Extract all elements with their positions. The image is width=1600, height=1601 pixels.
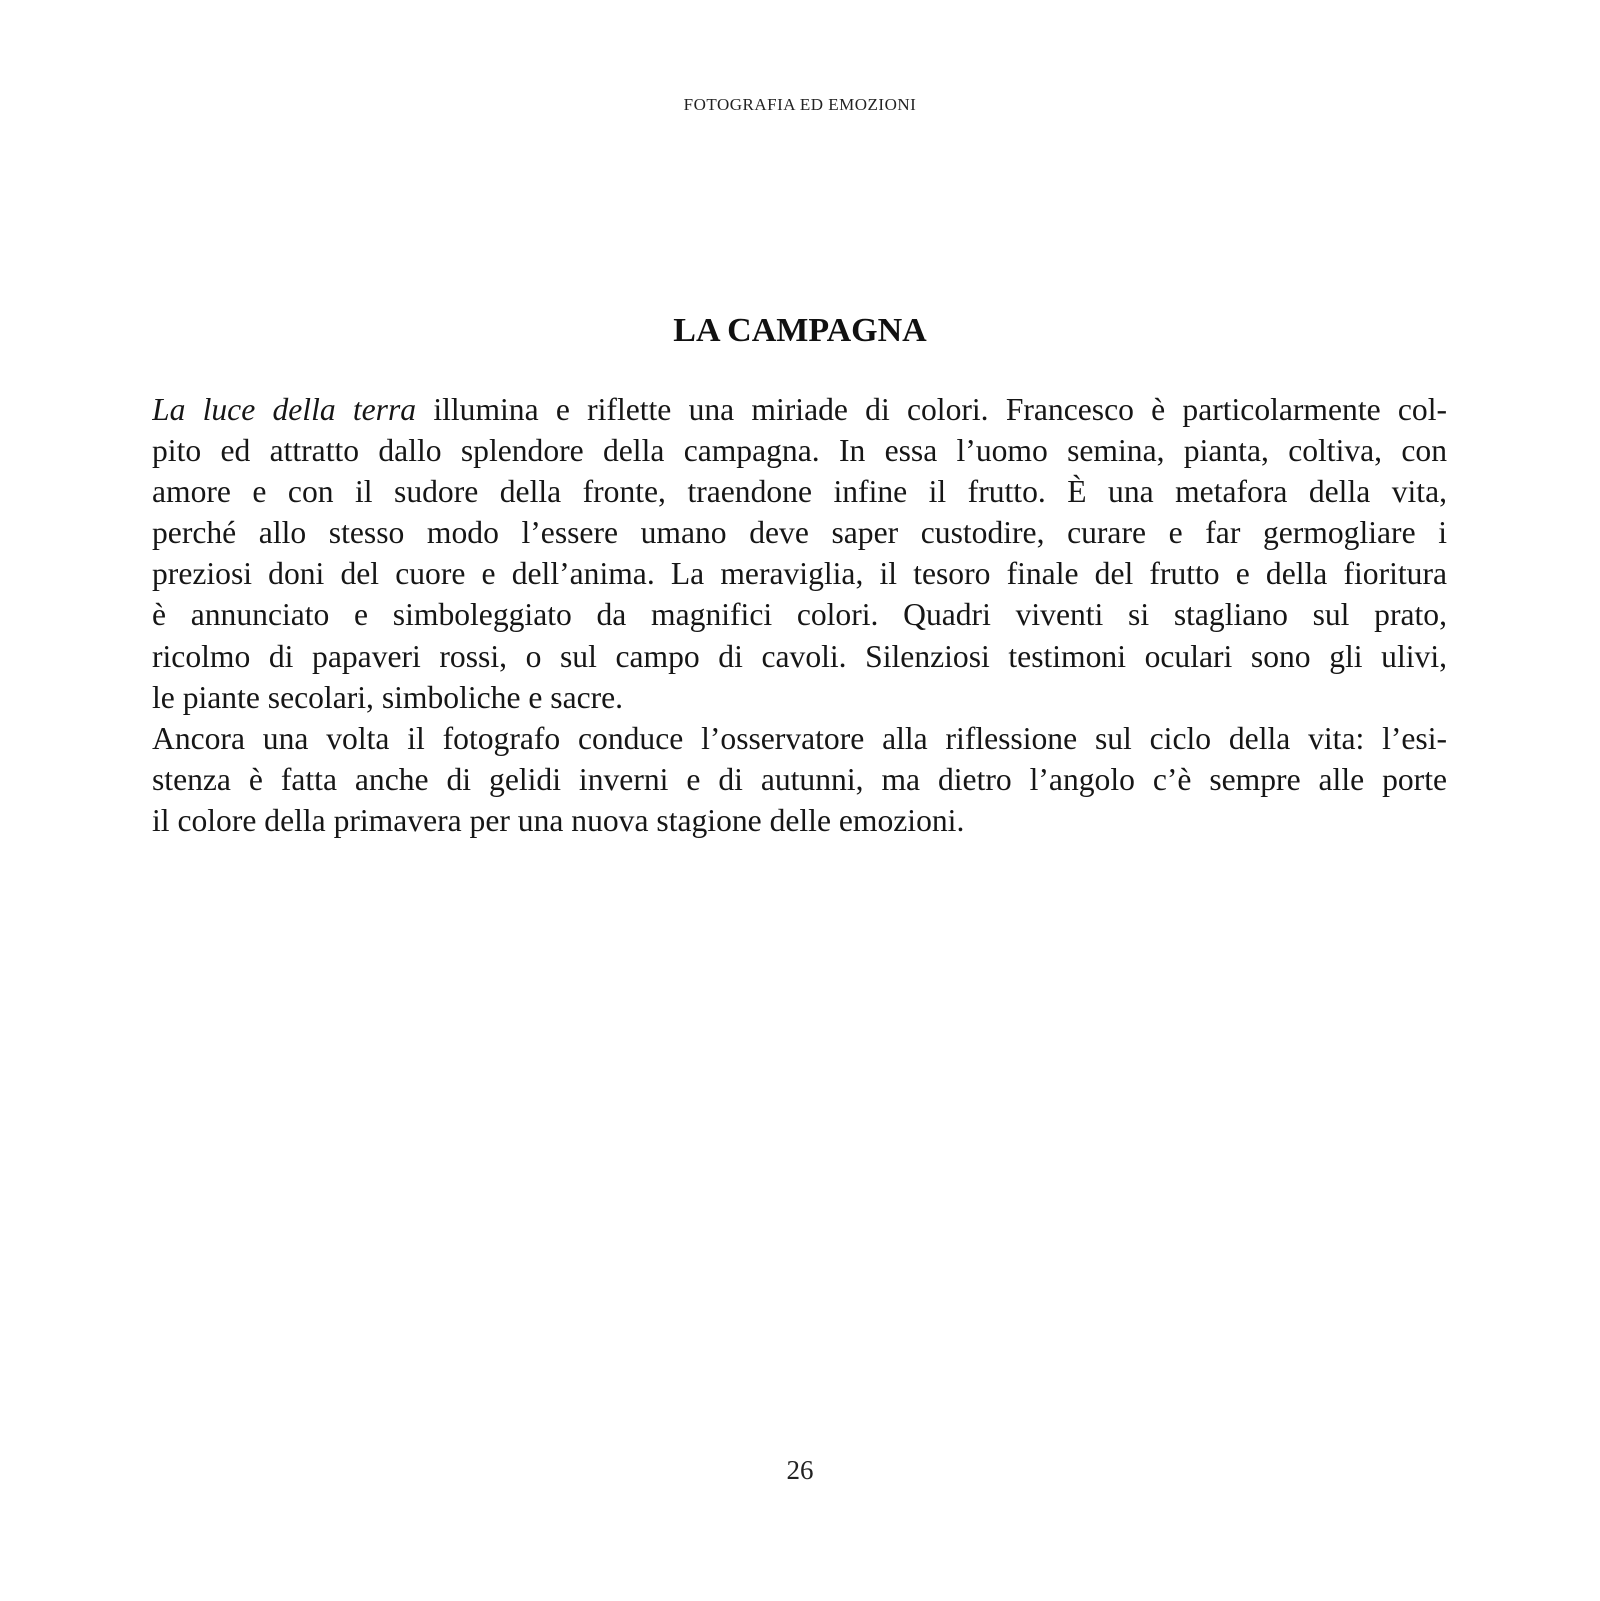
text-line: il colore della primavera per una nuova stagione delle emozioni. [152, 802, 965, 838]
body-text [152, 389, 1447, 841]
text-line: preziosi doni del cuore e dell’anima. La meraviglia, il tesoro finale del frutto e della fioritura [152, 556, 1447, 592]
text-line: pito ed attratto dallo splendore della campagna. In essa l’uomo semina, pianta, coltiva, con [152, 433, 1447, 469]
page-number: 26 [786, 1455, 814, 1485]
running-header: FOTOGRAFIA ED EMOZIONI [683, 95, 917, 114]
text-line: amore e con il sudore della fronte, traendone infine il frutto. È una metafora della vita, [152, 474, 1447, 510]
text-line: Ancora una volta il fotografo conduce l’osservatore alla riflessione sul ciclo della vita: l’esi- [152, 720, 1447, 756]
chapter-title: LA CAMPAGNA [673, 312, 927, 349]
text-line: le piante secolari, simboliche e sacre. [152, 679, 624, 715]
text-run: illumina e riflette una miriade di colori. Francesco è particolarmente col- [416, 392, 1447, 427]
text-line: è annunciato e simboleggiato da magnifici colori. Quadri viventi si stagliano sul prato, [152, 597, 1447, 633]
text-line: stenza è fatta anche di gelidi inverni e di autunni, ma dietro l’angolo c’è sempre alle porte [152, 761, 1447, 797]
text-line: ricolmo di papaveri rossi, o sul campo di cavoli. Silenziosi testimoni oculari sono gli ulivi, [152, 638, 1447, 674]
text-line: perché allo stesso modo l’essere umano deve saper custodire, curare e far germogliare i [152, 515, 1447, 551]
text-line [152, 389, 1447, 430]
italic-phrase: La luce della terra [152, 392, 417, 427]
